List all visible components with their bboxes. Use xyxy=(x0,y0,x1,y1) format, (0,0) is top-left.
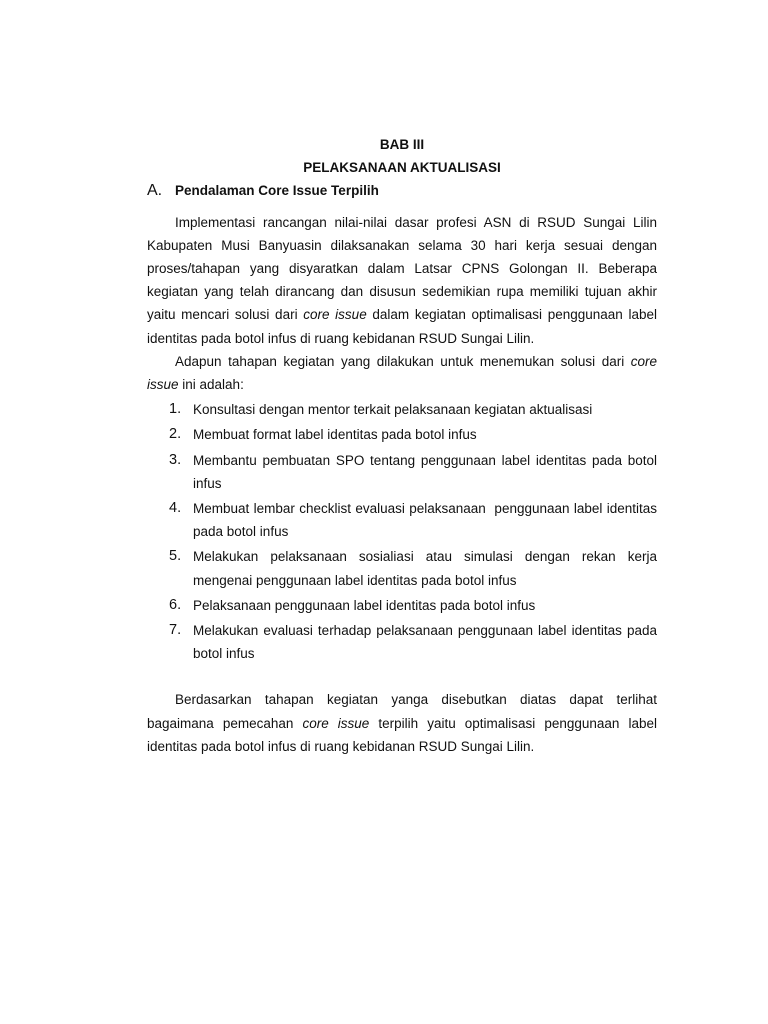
paragraph-implementation xyxy=(147,211,657,350)
list-text: Konsultasi dengan mentor terkait pelaksanaan kegiatan aktualisasi xyxy=(193,402,593,418)
list-item xyxy=(147,449,657,495)
paragraph-text: dalam kegiatan optimalisasi penggunaan label identitas pada botol infus di ruang kebidanan RSUD Sungai Lilin. xyxy=(147,307,657,346)
paragraph-text: Implementasi rancangan nilai-nilai dasar profesi ASN di RSUD Sungai Lilin Kabupaten Musi Banyuasin dilaksanakan selama 30 hari kerja sesuai dengan proses/tahapan yang disyaratkan dalam Latsar CPNS Golongan II. Beberapa kegiatan yang telah dirancang dan disusun sedemikian rupa memiliki tujuan akhir yaitu mencari solusi dari xyxy=(147,214,657,323)
list-number: 4. xyxy=(169,500,182,517)
list-number: 2. xyxy=(169,426,182,443)
document-content xyxy=(147,133,661,758)
section-heading xyxy=(147,179,657,202)
paragraph-text: Berdasarkan tahapan kegiatan yanga disebutkan diatas dapat terlihat bagaimana pemecahan xyxy=(147,692,657,731)
list-item xyxy=(147,423,657,446)
section-letter: A. xyxy=(147,182,163,200)
paragraph-italic: core issue xyxy=(147,353,657,393)
list-number: 5. xyxy=(169,548,182,565)
section-title: Pendalaman Core Issue Terpilih xyxy=(175,183,379,199)
paragraph-conclusion xyxy=(147,688,657,758)
paragraph-italic: core issue xyxy=(303,307,367,323)
list-text: Membuat format label identitas pada botol infus xyxy=(193,427,477,443)
list-text: Melakukan evaluasi terhadap pelaksanaan penggunaan label identitas pada botol infus xyxy=(193,623,657,662)
paragraph-italic: core issue xyxy=(302,715,370,731)
paragraph-text: ini adalah: xyxy=(178,377,244,393)
list-item xyxy=(147,545,657,591)
list-item xyxy=(147,594,657,617)
steps-list xyxy=(147,398,661,665)
list-number: 3. xyxy=(169,451,182,468)
list-text: Membantu pembuatan SPO tentang penggunaan label identitas pada botol infus xyxy=(193,452,657,491)
chapter-title: PELAKSANAAN AKTUALISASI xyxy=(303,160,501,176)
list-text: Melakukan pelaksanaan sosialiasi atau simulasi dengan rekan kerja mengenai penggunaan label identitas pada botol infus xyxy=(193,549,657,588)
list-text: Membuat lembar checklist evaluasi pelaksanaan penggunaan label identitas pada botol infus xyxy=(193,501,661,540)
paragraph-text: Adapun tahapan kegiatan yang dilakukan untuk menemukan solusi dari xyxy=(175,353,631,369)
paragraph-text: terpilih yaitu optimalisasi penggunaan label identitas pada botol infus di ruang kebidanan RSUD Sungai Lilin. xyxy=(147,715,658,754)
list-number: 7. xyxy=(169,622,182,639)
chapter-heading: BAB III xyxy=(379,137,425,152)
list-item xyxy=(147,398,657,421)
list-item xyxy=(147,497,661,543)
list-number: 6. xyxy=(169,596,182,613)
list-number: 1. xyxy=(169,401,182,418)
list-item xyxy=(147,619,657,665)
paragraph-steps-intro xyxy=(147,350,657,396)
list-text: Pelaksanaan penggunaan label identitas pada botol infus xyxy=(193,597,536,613)
